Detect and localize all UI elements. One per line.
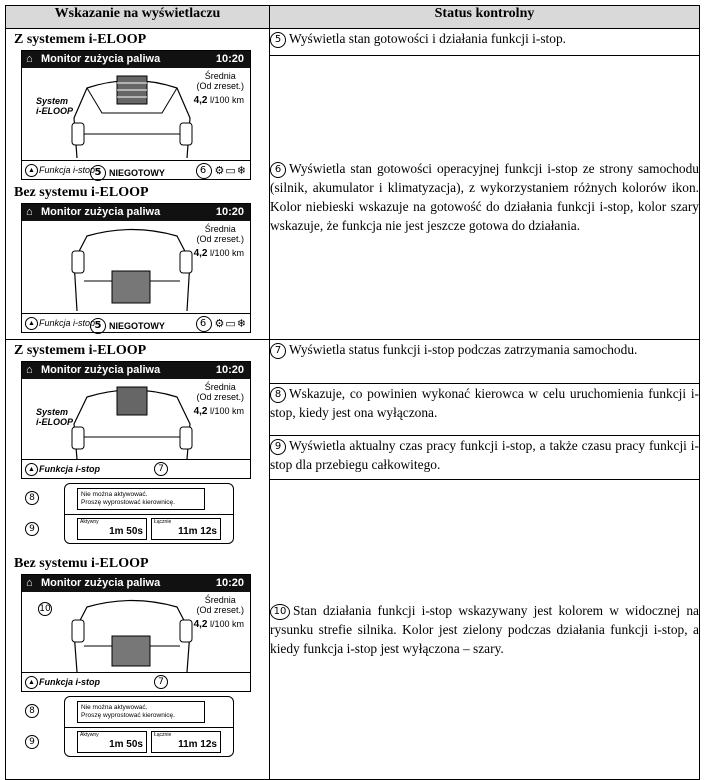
home-icon: ⌂ (26, 206, 33, 218)
screen-title: Monitor zużycia paliwa (41, 206, 161, 218)
screen-title: Monitor zużycia paliwa (41, 53, 161, 65)
car-illustration (62, 221, 202, 313)
status-9: 9 Wyświetla aktualny czas pracy funkcji i-stop, a także czasu pracy funkcji i-stop dla przebiegu całkowitego. (270, 436, 700, 480)
engine-icon: ⚙ (214, 318, 226, 330)
marker-10: 10 (39, 604, 51, 614)
battery-icon: ▭ (225, 318, 237, 330)
avg-label: Średnia (204, 382, 236, 392)
status-6: 6 Wyświetla stan gotowości operacyjnej funkcji i-stop ze strony samochodu (silnik, akumulator i klimatyzacja), z wykorzystaniem różnych kolorów ikon. Kolor niebieski wskazuje na gotowość do działania funkcji i-stop, kolor szary wskazuje, że funkcja nie jest jeszcze gotowa do działania. (270, 55, 700, 339)
avg-reset-label: (Od zreset.) (196, 81, 244, 91)
avg-unit: l/100 km (209, 248, 244, 258)
marker-7: 7 (154, 675, 168, 689)
screen-with-eloop-2 (21, 361, 251, 479)
home-icon: ⌂ (26, 364, 33, 376)
screen-without-eloop-2 (21, 574, 251, 692)
car-illustration (62, 379, 202, 459)
marker-9: 9 (25, 735, 39, 749)
system-label-1: System (36, 96, 69, 106)
marker-6: 6 (196, 316, 212, 332)
istop-popup (29, 483, 234, 544)
marker-7: 7 (154, 462, 168, 476)
marker-6: 6 (196, 163, 212, 179)
status-10: 10 Stan działania funkcji i-stop wskazywany jest kolorem w widocznej na rysunku strefie silnika. Kolor jest zielony podczas działania funkcji i-stop, a kiedy funkcja i-stop jest wyłączona – szary. (270, 480, 700, 780)
clock: 10:20 (215, 364, 244, 376)
header-status: Status kontrolny (270, 6, 700, 29)
message-box: Nie można aktywować. Proszę wyprostować kierownicę. (77, 488, 205, 510)
avg-reset-label: (Od zreset.) (196, 392, 244, 402)
avg-value: 4,2 (193, 406, 208, 417)
message-box: Nie można aktywować. Proszę wyprostować kierownicę. (77, 701, 205, 723)
clock: 10:20 (215, 577, 244, 589)
chevron-up-icon: ▲ (25, 676, 38, 689)
chevron-up-icon: ▲ (25, 317, 38, 330)
status-7: 7 Wyświetla status funkcji i-stop podczas zatrzymania samochodu. (270, 340, 700, 384)
not-ready-label: NIEGOTOWY (109, 321, 165, 331)
avg-label: Średnia (204, 224, 236, 234)
section-without-eloop: Bez systemu i-ELOOP (14, 185, 149, 200)
avg-value: 4,2 (193, 248, 208, 259)
istop-popup (29, 696, 234, 757)
marker-5: 5 (90, 318, 106, 334)
not-ready-label: NIEGOTOWY (109, 168, 165, 178)
avg-value: 4,2 (193, 95, 208, 106)
marker-5: 5 (90, 165, 106, 181)
car-illustration (62, 68, 202, 160)
climate-icon: ❄ (236, 318, 247, 330)
climate-icon: ❄ (236, 165, 247, 177)
time-total: Łącznie 11m 12s (151, 518, 221, 540)
engine-icon: ⚙ (214, 165, 226, 177)
istop-label: Funkcja i-stop (39, 677, 101, 687)
marker-9: 9 (25, 522, 39, 536)
home-icon: ⌂ (26, 53, 33, 65)
marker-8: 8 (25, 491, 39, 505)
avg-label: Średnia (204, 595, 236, 605)
avg-value: 4,2 (193, 619, 208, 630)
avg-label: Średnia (204, 71, 236, 81)
header-display: Wskazanie na wyświetlaczu (6, 6, 270, 29)
display-cell-2 (6, 340, 270, 780)
section-with-eloop-2: Z systemem i-ELOOP (14, 343, 147, 358)
system-label-1: System (36, 407, 69, 417)
istop-label: Funkcja i-stop (39, 165, 96, 175)
battery-icon: ▭ (225, 165, 237, 177)
clock: 10:20 (215, 206, 244, 218)
display-cell-1 (6, 29, 270, 340)
time-total: Łącznie 11m 12s (151, 731, 221, 753)
screen-title: Monitor zużycia paliwa (41, 364, 161, 376)
avg-reset-label: (Od zreset.) (196, 234, 244, 244)
marker-8: 8 (25, 704, 39, 718)
car-illustration (62, 592, 202, 672)
chevron-up-icon: ▲ (25, 463, 38, 476)
avg-unit: l/100 km (209, 406, 244, 416)
instruction-table (5, 5, 700, 780)
avg-reset-label: (Od zreset.) (196, 605, 244, 615)
section-without-eloop-2: Bez systemu i-ELOOP (14, 556, 149, 571)
system-label-2: i-ELOOP (36, 417, 74, 427)
system-label-2: i-ELOOP (36, 106, 74, 116)
clock: 10:20 (215, 53, 244, 65)
home-icon: ⌂ (26, 577, 33, 589)
section-with-eloop: Z systemem i-ELOOP (14, 32, 147, 47)
istop-label: Funkcja i-stop (39, 318, 96, 328)
avg-unit: l/100 km (209, 95, 244, 105)
time-active: Aktywny 1m 50s (77, 731, 147, 753)
status-5: 5 Wyświetla stan gotowości i działania funkcji i-stop. (270, 29, 700, 56)
status-8: 8 Wskazuje, co powinien wykonać kierowca w celu uruchomienia funkcji i-stop, kiedy jest ona wyłączona. (270, 384, 700, 436)
chevron-up-icon: ▲ (25, 164, 38, 177)
screen-with-eloop (21, 50, 251, 180)
screen-without-eloop (21, 203, 251, 333)
avg-unit: l/100 km (209, 619, 244, 629)
istop-label: Funkcja i-stop (39, 464, 101, 474)
time-active: Aktywny 1m 50s (77, 518, 147, 540)
screen-title: Monitor zużycia paliwa (41, 577, 161, 589)
